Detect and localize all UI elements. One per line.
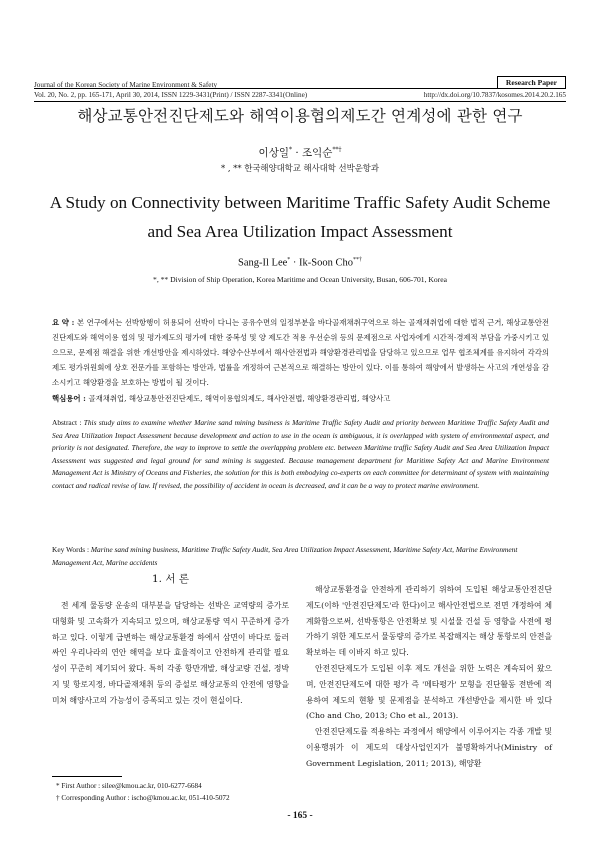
korean-keywords-text: 골재채취업, 해상교통안전진단제도, 해역이용협의제도, 해사안전법, 해양환경관리법, 해양사고 [88, 394, 391, 403]
korean-keywords-label: 핵심용어 : [52, 394, 89, 403]
section-heading: 1. 서 론 [152, 573, 189, 585]
author-en-separator: · [290, 257, 300, 269]
english-affiliation: *, ** Division of Ship Operation, Korea Maritime and Ocean University, Busan, 606-701, Korea [153, 275, 447, 284]
english-authors [0, 257, 600, 269]
korean-affiliation: * , ** 한국해양대학교 해사대학 선박운항과 [221, 163, 379, 173]
korean-authors [0, 145, 600, 160]
footnote-first-author: * First Author : silee@kmou.ac.kr, 010-6277-6684 [56, 782, 202, 790]
korean-abstract-text: 본 연구에서는 선박항행이 허용되어 선박이 다니는 공유수면의 일정부분을 바다골재채취구역으로 하는 골재채취업에 대한 법적 근거, 해상교통안전진단제도와 해역이용 협의 및 평가제도의 평가에 대한 중복성 및 양 제도간 적용 우선순위 등의 문제점으로 사업자에게 시간적·경제적 부담을 가중시키고 있으므로, 문제점 해결을 위한 개선방안을 제시하였다. 해양수산부에서 해사안전법과 해양환경관리법을 담당하고 있으므로 업무 협조체계를 유지하여 각각의 제도 평가위원회에 상호 전문가를 포함하는 방안과, 법률을 개정하여 근본적으로 해결하는 방안이 있다. 이를 통하여 해양에서 발생하는 사고의 개연성을 감소시키고 해양환경을 보호하는 방법이 될 것이다. [52, 318, 549, 387]
page-number: - 165 - [287, 811, 313, 821]
footnote-rule [52, 776, 122, 777]
author-1-mark: * [288, 146, 292, 154]
header-top-rule [34, 88, 566, 89]
korean-abstract [52, 315, 549, 390]
journal-name: Journal of the Korean Society of Marine Environment & Safety [34, 81, 218, 89]
right-column [306, 582, 552, 772]
author-2-en-mark: **† [353, 257, 362, 263]
header-bottom-rule [34, 101, 566, 102]
author-1-en: Sang-Il Lee [238, 257, 288, 269]
english-keywords [52, 544, 549, 569]
author-2-ko: 조익순 [302, 147, 333, 159]
author-1-ko: 이상일 [258, 147, 289, 159]
left-paragraph: 전 세계 물동량 운송의 대부분을 담당하는 선박은 교역량의 증가로 대형화 및 고속화가 지속되고 있으며, 해상교통량 역시 꾸준하게 증가하고 있다. 이렇게 급변하는 해상교통환경 하에서 삼면이 바다로 둘러싸인 우리나라의 연안 해역을 보다 효율적이고 안전하게 관리할 필요성이 꾸준히 제기되어 왔다. 특히 각종 항만개발, 해상교량 건설, 정박지 및 항로지정, 바다골재채취 등의 증설로 해상교통의 안전에 영향을 미쳐 해양사고의 가능성이 증폭되고 있는 것이 현실이다. [52, 601, 289, 705]
author-2-en: Ik-Soon Cho [299, 257, 353, 269]
left-column [52, 598, 289, 709]
author-separator: · [291, 147, 302, 159]
korean-keywords [52, 393, 549, 404]
research-paper-badge: Research Paper [497, 76, 566, 89]
korean-abstract-label: 요 약 : [52, 318, 77, 327]
english-abstract [52, 417, 549, 492]
english-abstract-text: This study aims to examine whether Marine sand mining business is Maritime Traffic Safety Audit and priority between Maritime Traffic Safety Audit and Sea Area Utilization Impact Assessment because development and action to use in the ocean is ambiguous, it is overlapped with system of environmental aspect, and priority is not designated. Therefore, the way to improve to settle the overlapping problem etc. between Maritime traffic Safety Audit and Sea Area Utilization Impact Assessment was suggested and legal ground for sand mining is suggested. Because management department for Maritime Safety Act and Marine Environment Management Act is Ministry of Oceans and Fisheries, the solution for this is both embodying co-experts on each committee for determinant of system with maintaining contact and radical revise of law. If revised, the possibility of accident in ocean is decreased, and it can be a way to protect marine environment. [52, 418, 549, 490]
english-keywords-text: Marine sand mining business, Maritime Traffic Safety Audit, Sea Area Utilization Impact Assessment, Maritime Safety Act, Marine Environment Management Act, Marine accidents [52, 545, 518, 567]
doi-link[interactable]: http://dx.doi.org/10.7837/kosomes.2014.20.2.165 [423, 91, 566, 99]
right-paragraph: 안전진단제도가 도입된 이후 제도 개선을 위한 노력은 계속되어 왔으며, 안전진단제도에 대한 평가 즉 '메타평가' 모형을 진단활동 전반에 적용하여 제도의 현황 및 문제점을 분석하고 개선방안을 제시한 바 있다(Cho and Cho, 2013; Cho et al., 2013). [306, 663, 552, 721]
volume-info: Vol. 20, No. 2, pp. 165-171, April 30, 2014, ISSN 1229-3431(Print) / ISSN 2287-3341(Online) [34, 91, 308, 99]
english-keywords-label: Key Words : [52, 545, 91, 554]
korean-title: 해상교통안전진단제도와 해역이용협의제도간 연계성에 관한 연구 [77, 107, 523, 125]
author-1-en-mark: * [287, 257, 291, 263]
right-paragraph: 안전진단제도를 적용하는 과정에서 해양에서 이루어지는 각종 개발 및 이용행위가 이 제도의 대상사업인지가 불명확하거나(Ministry of Government Legislation, 2011; 2013), 해양환 [306, 727, 552, 768]
author-2-mark: **† [332, 146, 342, 154]
right-paragraph: 해상교통환경을 안전하게 관리하기 위하여 도입된 해상교통안전진단제도(이하 '안전진단제도'라 한다)이고 해사안전법으로 전면 개정하여 체계화함으로써, 선박통항은 안전확보 및 시설물 건설 등 영향을 사전에 평가하기 위한 제도로서 물동량의 증가로 복잡해지는 해상 통항로의 안전을 확보하는 데 이바지 하고 있다. [306, 585, 552, 658]
english-abstract-label: Abstract : [52, 418, 84, 427]
footnote-corresponding-author: † Corresponding Author : ischo@kmou.ac.kr, 051-410-5072 [56, 794, 230, 802]
english-title: A Study on Connectivity between Maritime Traffic Safety Audit Scheme and Sea Area Utilization Impact Assessment [49, 193, 551, 241]
